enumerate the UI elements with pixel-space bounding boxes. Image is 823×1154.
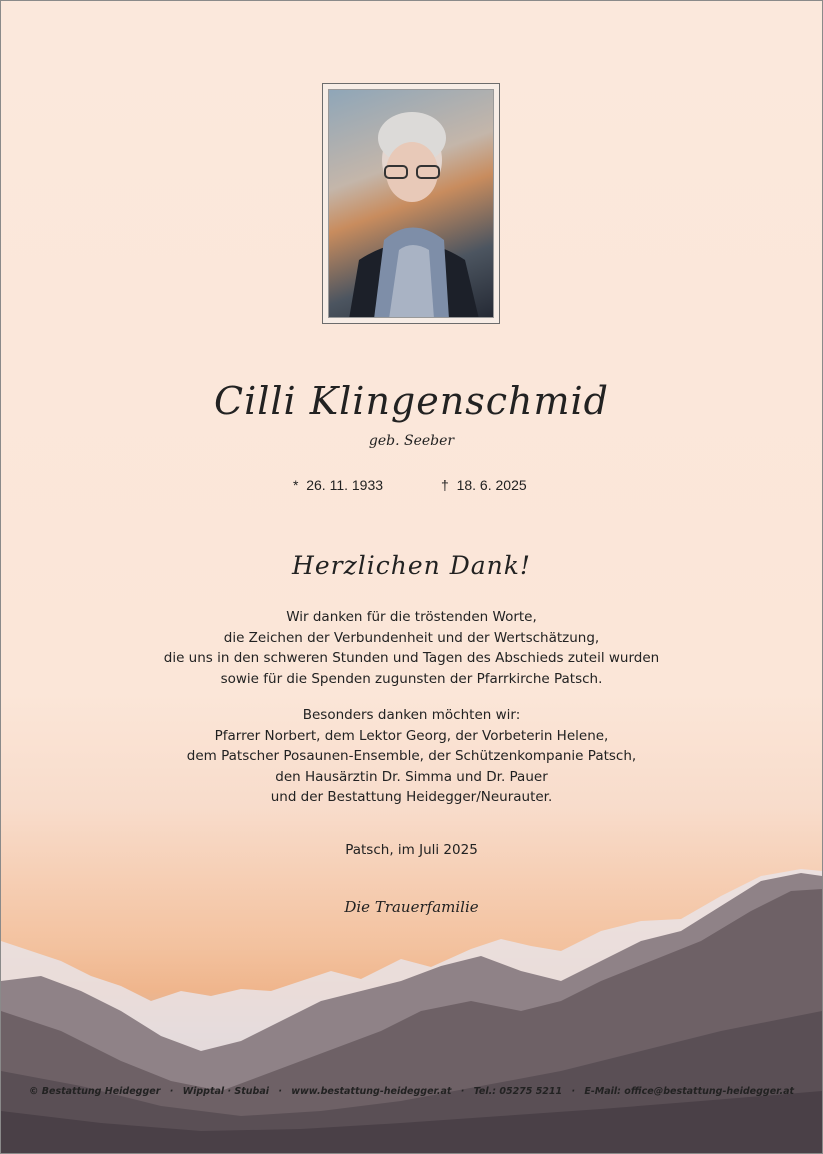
footer-separator: ·	[460, 1086, 465, 1097]
maiden-name: geb. Seeber	[368, 433, 455, 449]
death-date	[441, 477, 527, 493]
place-date: Patsch, im Juli 2025	[345, 842, 478, 858]
footer-separator: ·	[278, 1086, 282, 1097]
paragraph-line: den Hausärztin Dr. Simma und Dr. Pauer	[275, 768, 548, 785]
footer-region: Wipptal · Stubai	[182, 1086, 270, 1097]
portrait-photo	[328, 89, 494, 318]
paragraph-line: Besonders danken möchten wir:	[302, 707, 521, 723]
deceased-name: Cilli Klingenschmid	[214, 379, 609, 423]
paragraph-line: und der Bestattung Heidegger/Neurauter.	[270, 789, 553, 805]
birth-symbol: *	[293, 477, 299, 493]
birth-date-value: 26. 11. 1933	[306, 477, 384, 493]
paragraph-line: sowie für die Spenden zugunsten der Pfarrkirche Patsch.	[220, 670, 603, 687]
paragraph-line: Wir danken für die tröstenden Worte,	[286, 609, 537, 625]
footer-email-link[interactable]: E-Mail: office@bestattung-heidegger.at	[584, 1086, 795, 1097]
thanks-heading: Herzlichen Dank!	[292, 551, 531, 580]
footer-separator: ·	[571, 1086, 576, 1097]
portrait-frame	[322, 83, 500, 324]
special-thanks-paragraph	[1, 705, 822, 808]
paragraph-line: dem Patscher Posaunen-Ensemble, der Schützenkompanie Patsch,	[186, 748, 637, 764]
footer-website-link[interactable]: www.bestattung-heidegger.at	[291, 1086, 452, 1097]
birth-date	[293, 477, 383, 493]
footer-company: © Bestattung Heidegger	[28, 1086, 161, 1097]
paragraph-line: die uns in den schweren Stunden und Tagen des Abschieds zuteil wurden	[163, 650, 660, 666]
footer	[1, 1086, 822, 1097]
paragraph-line: Pfarrer Norbert, dem Lektor Georg, der Vorbeterin Helene,	[214, 727, 609, 744]
footer-separator: ·	[169, 1086, 174, 1097]
footer-phone: Tel.: 05275 5211	[473, 1086, 563, 1097]
cross-icon: †	[441, 477, 449, 493]
paragraph-line: die Zeichen der Verbundenheit und der Wertschätzung,	[223, 629, 600, 646]
signature: Die Trauerfamilie	[344, 898, 479, 916]
death-date-value: 18. 6. 2025	[456, 477, 527, 493]
thanks-paragraph	[1, 607, 822, 689]
